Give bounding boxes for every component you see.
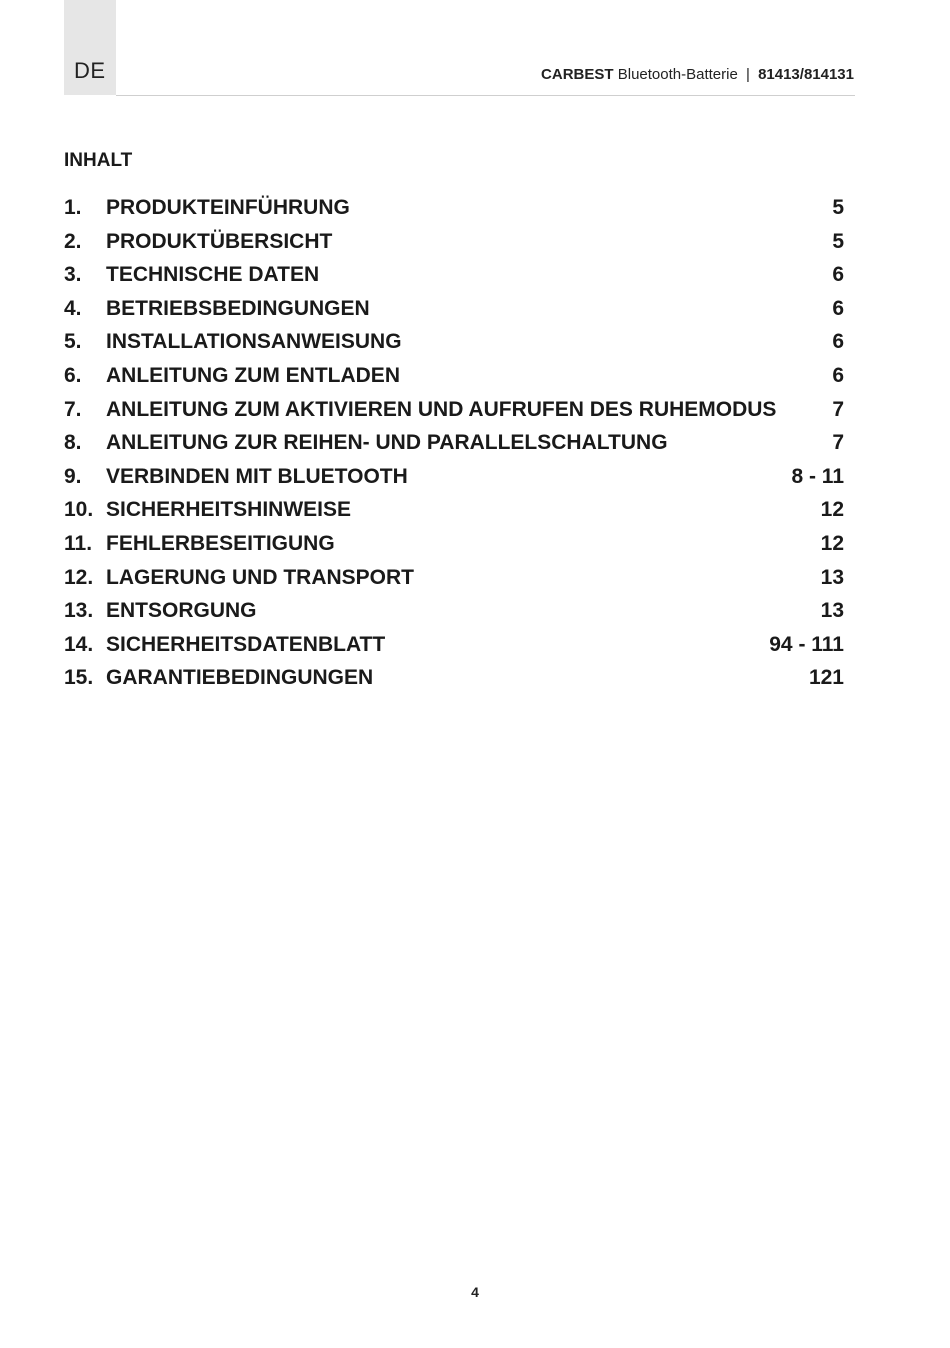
toc-entry-number: 13.: [64, 599, 94, 623]
product-name: Bluetooth-Batterie: [617, 66, 738, 83]
toc-entry-number: 6.: [64, 363, 82, 387]
toc-entry-page: 7: [832, 397, 844, 421]
toc-entry[interactable]: [64, 666, 844, 700]
brand-name: CARBEST: [541, 66, 614, 83]
toc-entry-title: SICHERHEITSHINWEISE: [106, 498, 352, 522]
toc-entry-title: LAGERUNG UND TRANSPORT: [106, 565, 414, 589]
toc-entry-title: ANLEITUNG ZUM AKTIVIEREN UND AUFRUFEN DES RUHEMODUS: [106, 397, 777, 421]
toc-entry-number: 15.: [64, 666, 94, 690]
toc-entry-page: 6: [832, 363, 844, 387]
header-separator: |: [745, 66, 750, 83]
toc-entry-title: SICHERHEITSDATENBLATT: [106, 632, 386, 656]
toc-entry-number: 12.: [64, 565, 94, 589]
toc-entry-page: 94 - 111: [769, 632, 844, 656]
toc-entry-number: 14.: [64, 632, 94, 656]
toc-entry[interactable]: [64, 263, 844, 297]
toc-entry[interactable]: [64, 566, 844, 600]
toc-entry-page: 12: [820, 531, 844, 555]
toc-entry-number: 4.: [64, 296, 82, 320]
toc-entry[interactable]: [64, 364, 844, 398]
toc-entry[interactable]: [64, 532, 844, 566]
toc-entry-page: 5: [832, 229, 844, 253]
model-number: 81413/814131: [758, 66, 854, 83]
toc-entry-number: 10.: [64, 498, 94, 522]
toc-entry-page: 6: [832, 296, 844, 320]
toc-entry-number: 11.: [64, 531, 93, 555]
language-tab: [64, 0, 116, 95]
toc-entry-number: 2.: [64, 229, 82, 253]
toc-entry-page: 12: [820, 498, 844, 522]
toc-entry-title: PRODUKTÜBERSICHT: [106, 229, 333, 253]
toc-entry-page: 121: [808, 666, 844, 690]
toc-entry[interactable]: [64, 498, 844, 532]
toc-entry[interactable]: [64, 465, 844, 499]
toc-entry-title: ANLEITUNG ZUM ENTLADEN: [106, 363, 400, 387]
toc-entry-page: 6: [832, 330, 844, 354]
toc-entry-page: 8 - 11: [791, 464, 844, 488]
toc-entry[interactable]: [64, 398, 844, 432]
toc-entry-page: 13: [820, 565, 844, 589]
toc-entry-title: ANLEITUNG ZUR REIHEN- UND PARALLELSCHALTUNG: [106, 431, 668, 455]
page-number: 4: [471, 1284, 479, 1300]
header-divider: [116, 95, 855, 96]
toc-entry-title: FEHLERBESEITIGUNG: [106, 531, 335, 555]
toc-heading: INHALT: [64, 150, 133, 171]
toc-entry-number: 7.: [64, 397, 82, 421]
toc-entry-title: ENTSORGUNG: [106, 599, 257, 623]
toc-entry-title: BETRIEBSBEDINGUNGEN: [106, 296, 370, 320]
toc-entry[interactable]: [64, 431, 844, 465]
toc-entry-page: 6: [832, 263, 844, 287]
toc-entry-number: 9.: [64, 464, 82, 488]
toc-entry-page: 5: [832, 196, 844, 219]
table-of-contents: [64, 196, 844, 700]
toc-entry[interactable]: [64, 330, 844, 364]
toc-entry[interactable]: [64, 297, 844, 331]
language-label: DE: [74, 58, 106, 83]
toc-entry-number: 3.: [64, 263, 82, 287]
toc-entry-title: INSTALLATIONSANWEISUNG: [106, 330, 402, 354]
toc-entry[interactable]: [64, 230, 844, 264]
toc-entry-page: 13: [820, 599, 844, 623]
toc-entry-title: PRODUKTEINFÜHRUNG: [106, 196, 350, 219]
toc-entry[interactable]: [64, 599, 844, 633]
toc-entry-title: VERBINDEN MIT BLUETOOTH: [106, 464, 408, 488]
toc-entry-number: 1.: [64, 196, 82, 219]
toc-entry-number: 8.: [64, 431, 82, 455]
toc-entry-title: TECHNISCHE DATEN: [106, 263, 320, 287]
toc-entry-page: 7: [832, 431, 844, 455]
toc-entry[interactable]: [64, 633, 844, 667]
toc-entry-number: 5.: [64, 330, 82, 354]
toc-entry[interactable]: [64, 196, 844, 230]
document-header: [541, 66, 854, 83]
toc-entry-title: GARANTIEBEDINGUNGEN: [106, 666, 374, 690]
